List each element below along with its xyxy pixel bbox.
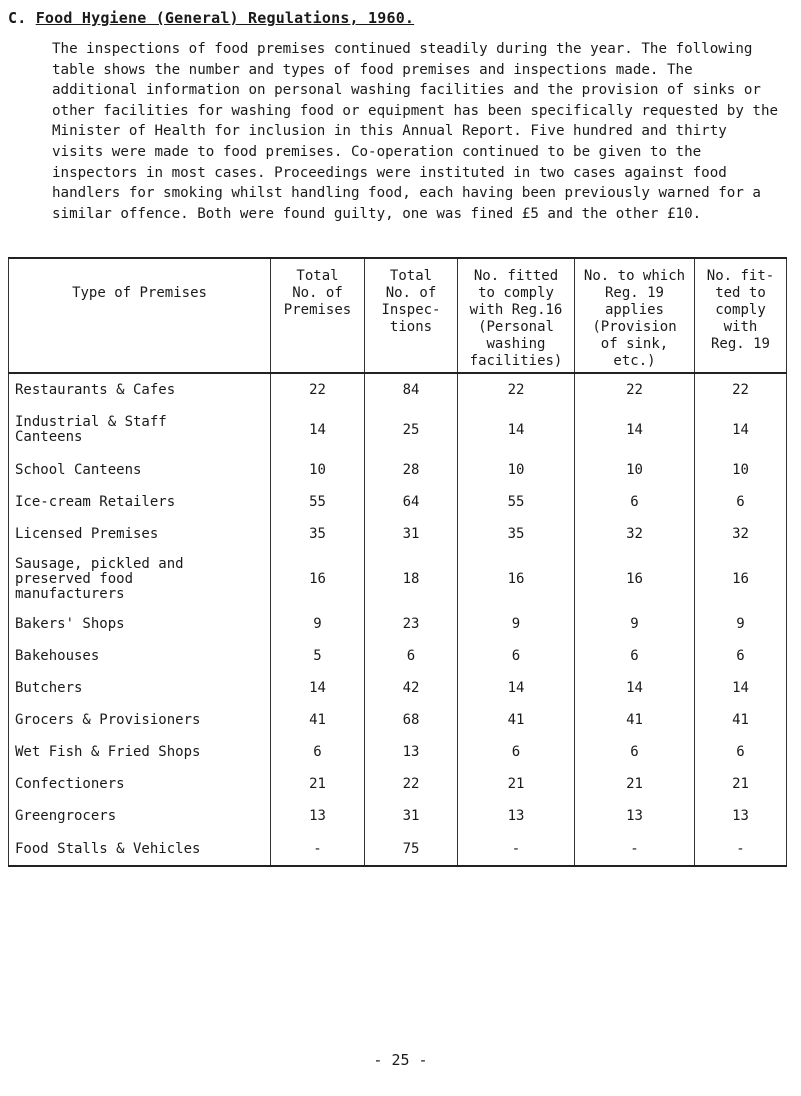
reg19-comply-cell: - [695,833,787,866]
section-title: Food Hygiene (General) Regulations, 1960. [35,9,415,27]
reg16-fitted-cell: 21 [458,769,575,801]
intro-paragraph: The inspections of food premises continued steadily during the year. The following table shows the number and types of food premises and inspections made. The additional information on personal washing facilities and the provision of sinks or other facilities for washing food or equipment has been specifically requested by the Minister of Health for inclusion in this Annual Report. Five hundred and thirty visits were made to food premises. Co-operation continued to be given to the inspectors in most cases. Proceedings were instituted in two cases against food handlers for smoking whilst handling food, each having been previously warned for a similar offence. Both were found guilty, one was fined £5 and the other £10. [52,41,779,222]
table-row [9,373,787,406]
reg19-applies-cell: 16 [575,550,695,608]
table-row [9,833,787,866]
reg19-applies-cell: 41 [575,705,695,737]
table-row [9,769,787,801]
reg19-comply-cell: 6 [695,640,787,672]
inspections-count-cell: 84 [365,373,458,406]
reg19-comply-cell: 14 [695,406,787,454]
premises-type-cell: Bakehouses [9,640,271,672]
reg19-applies-cell: 6 [575,640,695,672]
reg19-comply-cell: 10 [695,454,787,486]
premises-count-cell: 21 [271,769,365,801]
inspections-count-cell: 68 [365,705,458,737]
table-row [9,550,787,608]
reg19-comply-cell: 16 [695,550,787,608]
reg16-fitted-cell: - [458,833,575,866]
reg19-applies-cell: 10 [575,454,695,486]
reg19-comply-cell: 22 [695,373,787,406]
premises-type-cell: Grocers & Provisioners [9,705,271,737]
reg19-applies-cell: 6 [575,737,695,769]
premises-type-cell: Butchers [9,673,271,705]
table-row [9,454,787,486]
reg16-fitted-cell: 16 [458,550,575,608]
header-total-inspections: Total No. of Inspec- tions [365,258,458,373]
premises-count-cell: 6 [271,737,365,769]
section-letter: C. [8,9,27,27]
premises-type-cell: Wet Fish & Fried Shops [9,737,271,769]
table-row [9,801,787,833]
inspections-count-cell: 64 [365,486,458,518]
reg19-comply-cell: 21 [695,769,787,801]
table-row [9,608,787,640]
reg19-comply-cell: 6 [695,486,787,518]
reg19-comply-cell: 14 [695,673,787,705]
reg16-fitted-cell: 6 [458,737,575,769]
reg19-applies-cell: 32 [575,518,695,550]
table-row [9,673,787,705]
section-heading [8,9,414,27]
reg16-fitted-cell: 41 [458,705,575,737]
reg16-fitted-cell: 10 [458,454,575,486]
premises-type-cell: Confectioners [9,769,271,801]
inspections-count-cell: 13 [365,737,458,769]
premises-count-cell: 35 [271,518,365,550]
reg16-fitted-cell: 9 [458,608,575,640]
page-number: - 25 - [373,1051,428,1069]
header-type-of-premises: Type of Premises [9,258,271,373]
table-row [9,737,787,769]
premises-type-cell: Food Stalls & Vehicles [9,833,271,866]
inspections-count-cell: 25 [365,406,458,454]
premises-type-cell: Licensed Premises [9,518,271,550]
premises-type-cell: Restaurants & Cafes [9,373,271,406]
reg19-comply-cell: 9 [695,608,787,640]
reg16-fitted-cell: 55 [458,486,575,518]
premises-type-cell: Ice-cream Retailers [9,486,271,518]
premises-type-cell: Sausage, pickled and preserved food manufacturers [9,550,271,608]
header-reg19-applies: No. to which Reg. 19 applies (Provision of sink, etc.) [575,258,695,373]
reg16-fitted-cell: 22 [458,373,575,406]
premises-count-cell: 41 [271,705,365,737]
premises-count-cell: 13 [271,801,365,833]
reg16-fitted-cell: 6 [458,640,575,672]
reg19-applies-cell: 6 [575,486,695,518]
premises-count-cell: 10 [271,454,365,486]
reg19-applies-cell: 14 [575,406,695,454]
premises-count-cell: 22 [271,373,365,406]
premises-count-cell: 14 [271,406,365,454]
inspections-count-cell: 23 [365,608,458,640]
reg19-comply-cell: 13 [695,801,787,833]
header-reg19-comply: No. fit- ted to comply with Reg. 19 [695,258,787,373]
table-row [9,705,787,737]
premises-count-cell: 9 [271,608,365,640]
reg19-applies-cell: 14 [575,673,695,705]
premises-count-cell: - [271,833,365,866]
inspections-count-cell: 28 [365,454,458,486]
inspections-count-cell: 42 [365,673,458,705]
reg19-applies-cell: - [575,833,695,866]
table-row [9,640,787,672]
reg19-applies-cell: 21 [575,769,695,801]
premises-type-cell: Industrial & Staff Canteens [9,406,271,454]
premises-count-cell: 55 [271,486,365,518]
premises-table [8,257,787,867]
table-header-row [9,258,787,373]
table-row [9,406,787,454]
reg16-fitted-cell: 14 [458,673,575,705]
reg19-comply-cell: 41 [695,705,787,737]
reg19-applies-cell: 13 [575,801,695,833]
inspections-count-cell: 31 [365,518,458,550]
premises-count-cell: 5 [271,640,365,672]
reg16-fitted-cell: 14 [458,406,575,454]
reg16-fitted-cell: 35 [458,518,575,550]
inspections-count-cell: 75 [365,833,458,866]
inspections-count-cell: 22 [365,769,458,801]
header-reg16-fitted: No. fitted to comply with Reg.16 (Personal washing facilities) [458,258,575,373]
inspections-count-cell: 31 [365,801,458,833]
reg16-fitted-cell: 13 [458,801,575,833]
reg19-comply-cell: 6 [695,737,787,769]
reg19-comply-cell: 32 [695,518,787,550]
table-row [9,518,787,550]
reg19-applies-cell: 9 [575,608,695,640]
inspections-count-cell: 18 [365,550,458,608]
premises-type-cell: Greengrocers [9,801,271,833]
inspections-count-cell: 6 [365,640,458,672]
table-body [9,373,787,866]
premises-count-cell: 14 [271,673,365,705]
premises-type-cell: Bakers' Shops [9,608,271,640]
reg19-applies-cell: 22 [575,373,695,406]
premises-count-cell: 16 [271,550,365,608]
header-total-premises: Total No. of Premises [271,258,365,373]
premises-type-cell: School Canteens [9,454,271,486]
table-row [9,486,787,518]
